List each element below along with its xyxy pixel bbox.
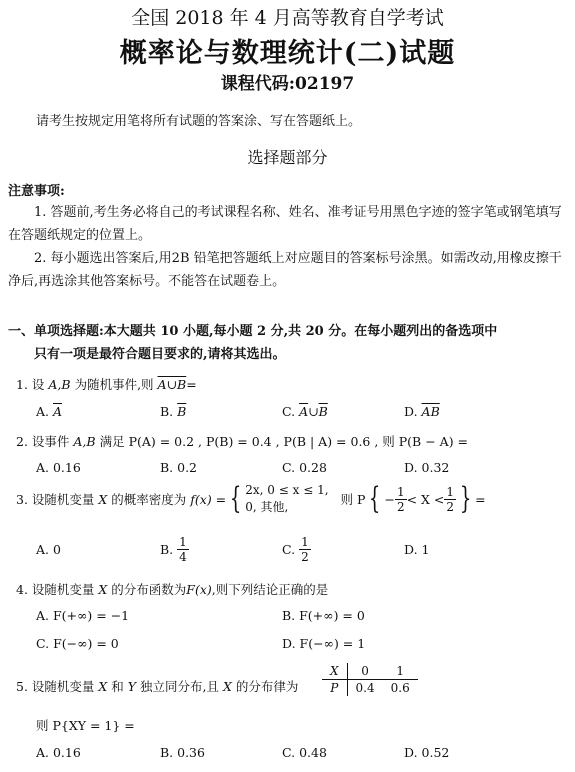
notes-block: [8, 201, 570, 293]
q5-option-d: D. 0.52: [404, 745, 450, 760]
q3-option-c: C. $\frac{1}{2}$: [282, 535, 309, 564]
q2-option-b: B. 0.2: [160, 460, 198, 475]
intro-instruction: 请考生按规定用笔将所有试题的答案涂、写在答题纸上。: [36, 114, 362, 129]
q3-option-d: D. 1: [404, 542, 430, 557]
question-4-stem: 4. 设随机变量 X 的分布函数为F(x),则下列结论正确的是: [16, 582, 329, 597]
right-brace-icon: }: [459, 481, 472, 516]
part-one-line-2: 只有一项是最符合题目要求的,请将其选出。: [34, 347, 286, 362]
q1-option-c: C. $\overline{A}\cup\overline{B}$: [282, 404, 328, 419]
q3-option-a: A. 0: [36, 542, 61, 557]
q3-fraction-2: $\frac{1}{2}$: [446, 484, 455, 514]
q4-option-c: C. F(−∞) = 0: [36, 636, 119, 651]
q1-expression: A∪B: [157, 377, 187, 392]
question-2-stem: 2. 设事件 A,B 满足 P(A) = 0.2 , P(B) = 0.4 , P(B | A) = 0.6 , 则 P(B − A) =: [16, 434, 469, 449]
exam-subject-title: 概率论与数理统计(二)试题: [119, 38, 456, 69]
q5-option-b: B. 0.36: [160, 745, 205, 760]
q1-stem-text: 1. 设: [16, 377, 45, 392]
exam-title-line: 全国 2018 年 4 月高等教育自学考试: [131, 7, 444, 29]
note-item-1: 1. 答题前,考生务必将自己的考试课程名称、姓名、准考证号用黑色字迹的签字笔或钢笔填写在答题纸规定的位置上。: [8, 205, 562, 243]
notes-heading: 注意事项:: [8, 184, 65, 199]
q4-option-b: B. F(+∞) = 0: [282, 608, 365, 623]
q3-piecewise: 2x, 0 ≤ x ≤ 1, 0, 其他,: [245, 483, 329, 514]
q1-option-a: A. $\overline{A}$: [36, 404, 63, 419]
q2-option-a: A. 0.16: [36, 460, 81, 475]
q3-fraction-1: $\frac{1}{2}$: [396, 484, 405, 514]
question-5-stem: 5. 设随机变量 X 和 Y 独立同分布,且 X 的分布律为: [16, 679, 299, 694]
q1-vars: A,B: [48, 377, 71, 392]
part-one-line-1: 一、单项选择题:本大题共 10 小题,每小题 2 分,共 20 分。在每小题列出的备选项中: [8, 324, 498, 339]
q5-question-line: 则 P{XY = 1} =: [36, 718, 135, 733]
q5-distribution-table: X 0 1 P 0.4 0.6: [322, 663, 418, 696]
q4-option-a: A. F(+∞) = −1: [36, 608, 130, 623]
q3-option-b: B. $\frac{1}{4}$: [160, 535, 187, 564]
left-brace-icon: {: [229, 481, 242, 516]
q1-option-d: D. $\overline{AB}$: [404, 404, 440, 419]
q2-option-c: C. 0.28: [282, 460, 327, 475]
note-item-2: 2. 每小题选出答案后,用2B 铅笔把答题纸上对应题目的答案标号涂黑。如需改动,用橡皮擦干净后,再选涂其他答案标号。不能答在试题卷上。: [8, 251, 562, 289]
section-title: 选择题部分: [247, 148, 328, 167]
part-one-heading: [8, 320, 497, 366]
q3-density-function: f(x) =: [190, 491, 227, 507]
q1-equals: =: [186, 377, 197, 392]
q2-option-d: D. 0.32: [404, 460, 450, 475]
left-brace-icon: {: [369, 481, 381, 516]
q4-option-d: D. F(−∞) = 1: [282, 636, 366, 651]
question-3-stem: 3. 设随机变量 X 的概率密度为 f(x) = { 2x, 0 ≤ x ≤ 1, 0, 其他, 则 P { − $\frac{1}{2}$ < X < $\frac{1}{2}$ } =: [16, 481, 486, 516]
q5-option-a: A. 0.16: [36, 745, 81, 760]
q2-condition: P(A) = 0.2 , P(B) = 0.4 , P(B | A) = 0.6 , 则 P(B − A) =: [128, 434, 469, 449]
course-code: 课程代码:02197: [220, 74, 355, 94]
q1-mid-text: 为随机事件,则: [74, 377, 154, 392]
q1-option-b: B. $\overline{B}$: [160, 404, 187, 419]
question-1-stem: [16, 375, 197, 393]
q5-option-c: C. 0.48: [282, 745, 327, 760]
